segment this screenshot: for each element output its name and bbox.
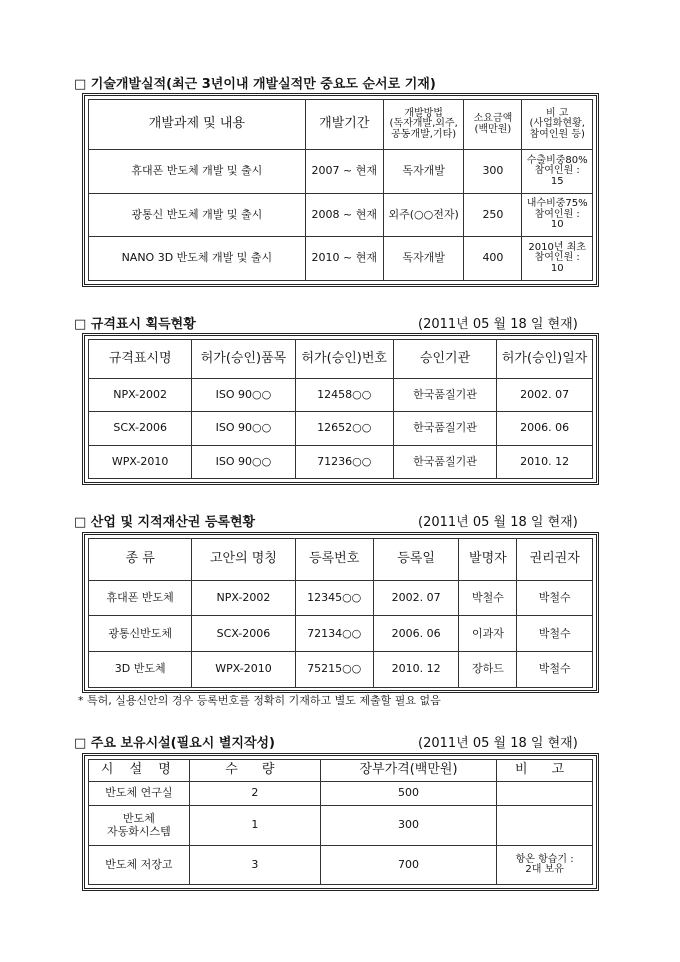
- table-cell: 2006. 06: [497, 412, 593, 445]
- table-cell: 수출비중80% 참여인원 : 15: [522, 150, 593, 194]
- facility-header: 시 설 명: [89, 760, 190, 782]
- table-cell: 한국품질기관: [393, 412, 496, 445]
- table-cell: 독자개발: [383, 237, 464, 281]
- ip-header-row: [89, 539, 593, 581]
- table-cell: 3: [189, 846, 320, 885]
- table-cell: 반도체 저장고: [89, 846, 190, 885]
- table-cell: WPX-2010: [192, 652, 295, 688]
- table-row: [89, 580, 593, 616]
- table-cell: ISO 90○○: [192, 412, 295, 445]
- table-cell: [497, 782, 593, 806]
- table-cell: NPX-2002: [192, 580, 295, 616]
- table-cell: 2010 ~ 현재: [305, 237, 383, 281]
- table-row: [89, 445, 593, 478]
- table-cell: 독자개발: [383, 150, 464, 194]
- standard-header: 허가(승인)품목: [192, 340, 295, 379]
- table-row: [89, 193, 593, 237]
- table-cell: 2008 ~ 현재: [305, 193, 383, 237]
- tech-header: 개발방법 (독자개발,외주, 공동개발,기타): [383, 100, 464, 150]
- table-cell: 광통신반도체: [89, 616, 192, 652]
- facility-header-row: [89, 760, 593, 782]
- table-cell: 휴대폰 반도체: [89, 580, 192, 616]
- standard-section-date: (2011년 05 월 18 일 현재): [418, 317, 578, 332]
- ip-header: 등록일: [373, 539, 459, 581]
- table-row: [89, 237, 593, 281]
- table-cell: SCX-2006: [192, 616, 295, 652]
- tech-header-row: [89, 100, 593, 150]
- table-row: [89, 782, 593, 806]
- table-cell: 박철수: [517, 616, 593, 652]
- facility-header: 비 고: [497, 760, 593, 782]
- table-cell: 300: [320, 806, 496, 846]
- table-cell: 71236○○: [295, 445, 393, 478]
- table-cell: 72134○○: [295, 616, 373, 652]
- table-row: [89, 150, 593, 194]
- table-cell: 12345○○: [295, 580, 373, 616]
- table-cell: 외주(○○전자): [383, 193, 464, 237]
- table-cell: 12652○○: [295, 412, 393, 445]
- table-cell: 500: [320, 782, 496, 806]
- table-cell: 2007 ~ 현재: [305, 150, 383, 194]
- ip-section-date: (2011년 05 월 18 일 현재): [418, 515, 578, 530]
- ip-header: 권리권자: [517, 539, 593, 581]
- table-row: [89, 652, 593, 688]
- tech-header: 개발기간: [305, 100, 383, 150]
- table-cell: 400: [464, 237, 522, 281]
- table-cell: NPX-2002: [89, 378, 192, 411]
- table-cell: 반도체 연구실: [89, 782, 190, 806]
- table-cell: 한국품질기관: [393, 378, 496, 411]
- tech-table: [88, 99, 593, 281]
- ip-header: 발명자: [459, 539, 517, 581]
- table-cell: [497, 806, 593, 846]
- table-cell: 반도체 자동화시스템: [89, 806, 190, 846]
- standard-header: 허가(승인)번호: [295, 340, 393, 379]
- table-cell: 2010년 최초 참여인원 : 10: [522, 237, 593, 281]
- tech-header: 소요금액 (백만원): [464, 100, 522, 150]
- standard-header-row: [89, 340, 593, 379]
- table-row: [89, 616, 593, 652]
- table-cell: 박철수: [517, 652, 593, 688]
- table-cell: ISO 90○○: [192, 445, 295, 478]
- table-cell: 1: [189, 806, 320, 846]
- table-cell: 2002. 07: [373, 580, 459, 616]
- table-cell: 700: [320, 846, 496, 885]
- table-cell: NANO 3D 반도체 개발 및 출시: [89, 237, 306, 281]
- table-cell: 2: [189, 782, 320, 806]
- ip-header: 고안의 명칭: [192, 539, 295, 581]
- table-cell: WPX-2010: [89, 445, 192, 478]
- table-cell: 박철수: [517, 580, 593, 616]
- table-cell: 이과자: [459, 616, 517, 652]
- ip-table-frame: [82, 532, 599, 693]
- tech-header: 비 고 (사업화현황, 참여인원 등): [522, 100, 593, 150]
- standard-table-frame: [82, 333, 599, 485]
- table-row: [89, 378, 593, 411]
- table-cell: 3D 반도체: [89, 652, 192, 688]
- table-row: [89, 846, 593, 885]
- ip-header: 종 류: [89, 539, 192, 581]
- tech-header: 개발과제 및 내용: [89, 100, 306, 150]
- standard-section-title: □ 규격표시 획득현황: [74, 317, 196, 332]
- facility-header: 수 량: [189, 760, 320, 782]
- table-cell: 내수비중75% 참여인원 : 10: [522, 193, 593, 237]
- tech-table-frame: [82, 93, 599, 287]
- facility-section-title: □ 주요 보유시설(필요시 별지작성): [74, 736, 275, 751]
- table-cell: 항온 항습기 : 2대 보유: [497, 846, 593, 885]
- table-cell: 광통신 반도체 개발 및 출시: [89, 193, 306, 237]
- table-row: [89, 412, 593, 445]
- table-cell: 250: [464, 193, 522, 237]
- ip-table: [88, 538, 593, 688]
- table-cell: 12458○○: [295, 378, 393, 411]
- standard-table: [88, 339, 593, 479]
- tech-section-title: □ 기술개발실적(최근 3년이내 개발실적만 중요도 순서로 기재): [74, 77, 436, 92]
- facility-header: 장부가격(백만원): [320, 760, 496, 782]
- standard-header: 규격표시명: [89, 340, 192, 379]
- ip-section-title: □ 산업 및 지적재산권 등록현황: [74, 515, 256, 530]
- table-cell: 한국품질기관: [393, 445, 496, 478]
- standard-header: 승인기관: [393, 340, 496, 379]
- table-cell: 2006. 06: [373, 616, 459, 652]
- table-cell: 300: [464, 150, 522, 194]
- table-cell: 장하드: [459, 652, 517, 688]
- facility-table: [88, 759, 593, 885]
- facility-table-frame: [82, 753, 599, 891]
- table-cell: 75215○○: [295, 652, 373, 688]
- table-cell: 휴대폰 반도체 개발 및 출시: [89, 150, 306, 194]
- ip-header: 등록번호: [295, 539, 373, 581]
- table-row: [89, 806, 593, 846]
- standard-header: 허가(승인)일자: [497, 340, 593, 379]
- table-cell: SCX-2006: [89, 412, 192, 445]
- table-cell: 2010. 12: [497, 445, 593, 478]
- facility-section-date: (2011년 05 월 18 일 현재): [418, 736, 578, 751]
- table-cell: 박철수: [459, 580, 517, 616]
- table-cell: ISO 90○○: [192, 378, 295, 411]
- table-cell: 2002. 07: [497, 378, 593, 411]
- table-cell: 2010. 12: [373, 652, 459, 688]
- ip-footnote: * 특허, 실용신안의 경우 등록번호를 정확히 기재하고 별도 제출할 필요 없음: [78, 694, 441, 707]
